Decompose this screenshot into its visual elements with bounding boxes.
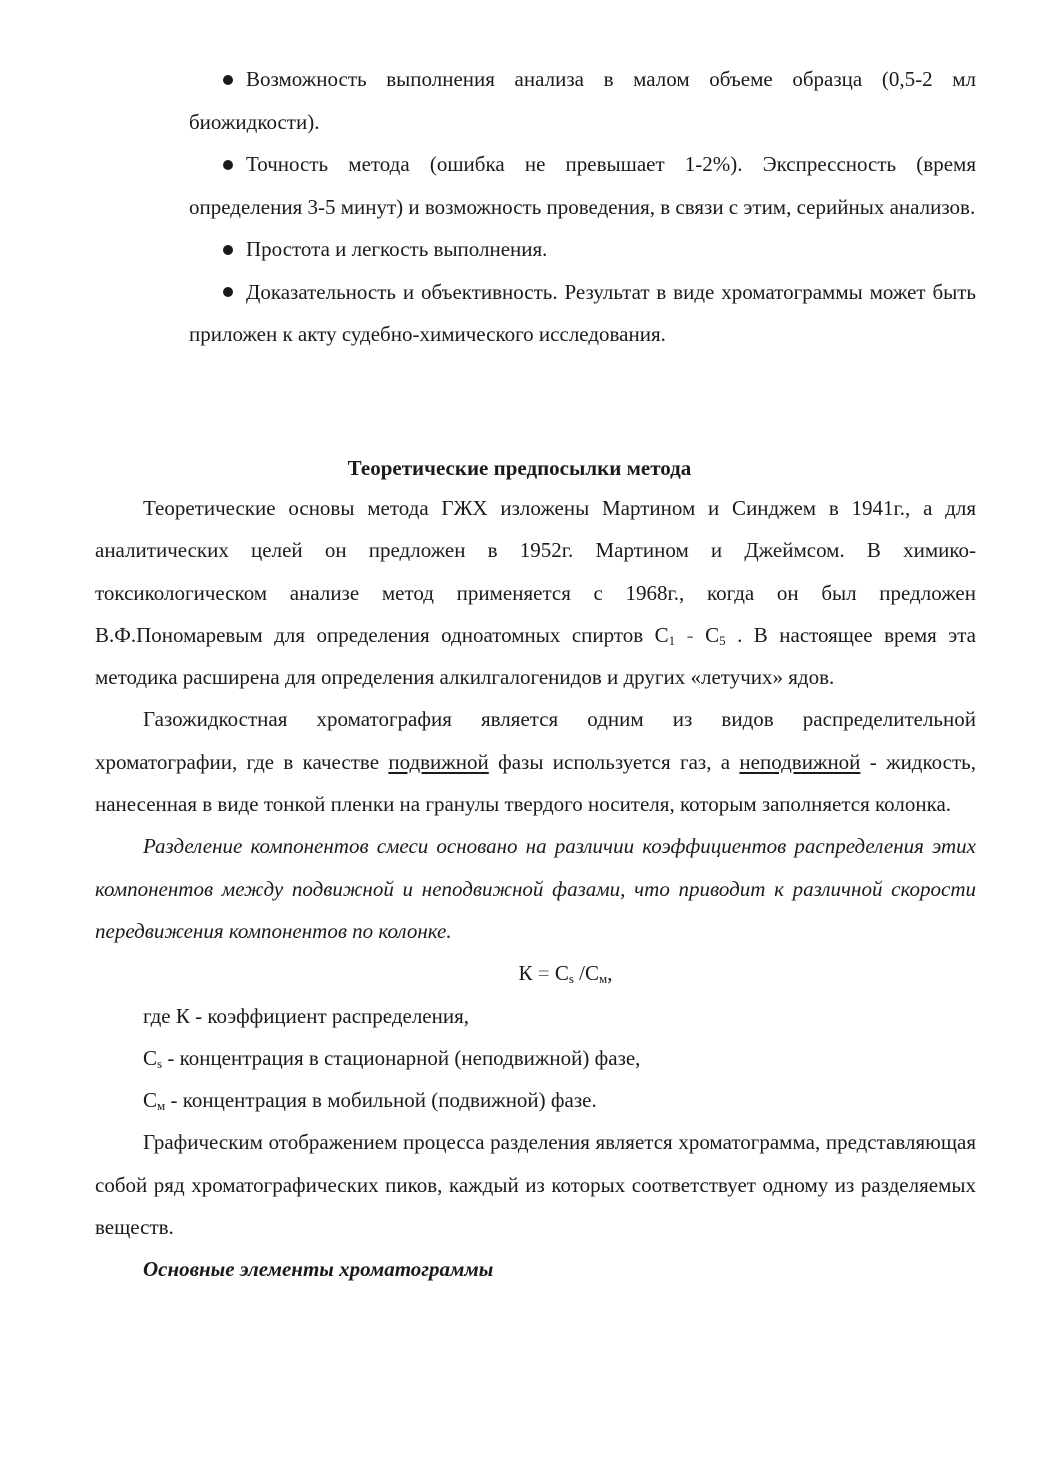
bullet-icon <box>223 160 233 170</box>
document-body <box>95 487 976 1291</box>
subsection-heading: Основные элементы хроматограммы <box>143 1257 494 1282</box>
bullet-icon <box>223 287 233 297</box>
paragraph-history: Теоретические основы метода ГЖХ изложены Мартином и Синджем в 1941г., а для аналитических целей он предложен в 1952г. Мартином и Джеймсом. В химико-токсикологическом анализе метод применяется с 1968г., когда он был предложен В.Ф.Пономаревым для определения одноатомных спиртов $С_1 - С_5$ . В настоящее время эта методика расширена для определения алкилгалогенидов и других «летучих» ядов. <box>95 496 977 690</box>
bullet-icon <box>223 245 233 255</box>
paragraph-chromatogram: Графическим отображением процесса разделения является хроматограмма, представляющая собой ряд хроматографических пиков, каждый из которых соответствует одному из разделяемых веществ. <box>95 1130 976 1240</box>
bullet-icon <box>223 75 233 85</box>
definition-line: где К - коэффициент распределения, <box>143 1003 470 1028</box>
underlined-term: неподвижной <box>739 749 861 774</box>
definition-line: $С_s$ - концентрация в стационарной (неподвижной) фазе, <box>143 1045 641 1071</box>
list-item: Точность метода (ошибка не превышает 1-2%). Экспрессность (время определения 3-5 минут) и возможность проведения, в связи с этим, серийных анализов. <box>189 152 976 219</box>
list-item: Простота и легкость выполнения. <box>189 228 976 271</box>
advantages-list <box>189 58 976 356</box>
underlined-term: подвижной <box>388 749 489 774</box>
list-item: Возможность выполнения анализа в малом объеме образца (0,5-2 мл биожидкости). <box>189 67 976 134</box>
definition-line: $С_м$ - концентрация в мобильной (подвижной) фазе. <box>143 1088 597 1114</box>
distribution-formula: $К = С_s$ $/С_м$, <box>518 961 613 987</box>
paragraph-definition: Газожидкостная хроматография является одним из видов распределительной хроматографии, где в качестве подвижной фазы используется газ, а неподвижной - жидкость, нанесенная в виде тонкой пленки на гранулы твердого носителя, которым заполняется колонка. <box>95 707 976 817</box>
list-item: Доказательность и объективность. Результат в виде хроматограммы может быть приложен к акту судебно-химического исследования. <box>189 279 976 346</box>
paragraph-principle: Разделение компонентов смеси основано на различии коэффициентов распределения этих компонентов между подвижной и неподвижной фазами, что приводит к различной скорости передвижения компонентов по колонке. <box>95 834 976 943</box>
section-heading: Теоретические предпосылки метода <box>347 456 692 480</box>
